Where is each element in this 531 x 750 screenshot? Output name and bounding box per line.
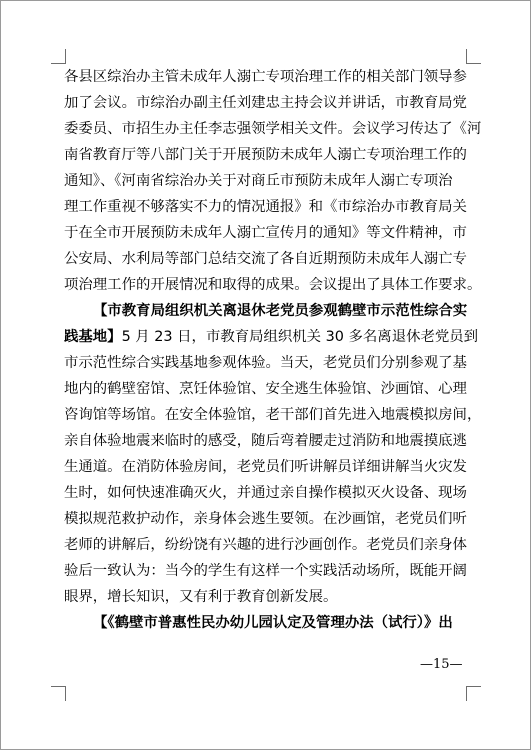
body-text: 项治理工作的开展情况和取得的成果。会议提出了具体工作要求。 <box>64 277 482 293</box>
text-line <box>64 64 470 90</box>
body-text: 地内的鹤壁窑馆、烹饪体验馆、安全逃生体验馆、沙画馆、心理 <box>64 381 467 397</box>
crop-mark-top-right <box>466 49 481 64</box>
body-text: 模拟规范救护动作，亲身体会逃生要领。在沙画馆，老党员们听 <box>64 511 467 527</box>
section-heading: 【市教育局组织机关离退休老党员参观鹤壁市示范性综合实 <box>93 303 468 319</box>
text-line <box>64 532 470 558</box>
text-line <box>64 480 470 506</box>
text-line <box>64 246 470 272</box>
body-text: 生通道。在消防体验房间，老党员们听讲解员详细讲解当火灾发 <box>64 459 467 475</box>
text-line <box>64 298 470 324</box>
body-text: 5 月 23 日，市教育局组织机关 30 多名离退休老党员到 <box>121 329 479 345</box>
text-line <box>64 90 470 116</box>
crop-mark-top-left <box>51 49 66 64</box>
text-line <box>64 428 470 454</box>
text-line <box>64 454 470 480</box>
text-line <box>64 168 470 194</box>
section-heading: 【《鹤壁市普惠性民办幼儿园认定及管理办法（试行）》出 <box>93 615 453 631</box>
text-line <box>64 272 482 298</box>
body-text: 咨询馆等场馆。在安全体验馆，老干部们首先进入地震模拟房间， <box>64 407 482 423</box>
body-text: 老师的讲解后，纷纷饶有兴趣的进行沙画创作。老党员们亲身体 <box>64 537 467 553</box>
text-line <box>64 376 470 402</box>
text-line <box>64 506 470 532</box>
body-text: 于在全市开展预防未成年人溺亡宣传月的通知》等文件精神，市 <box>64 225 467 241</box>
body-text: 市示范性综合实践基地参观体验。当天，老党员们分别参观了基 <box>64 355 467 371</box>
body-text: 验后一致认为：当今的学生有这样一个实践活动场所，既能开阔 <box>64 563 467 579</box>
text-line <box>64 584 470 610</box>
text-line <box>64 194 470 220</box>
crop-mark-bottom-left <box>51 686 66 701</box>
body-text: 加了会议。市综治办副主任刘建忠主持会议并讲话，市教育局党 <box>64 95 467 111</box>
document-body <box>64 64 482 636</box>
text-line <box>64 610 470 636</box>
text-line <box>64 324 479 350</box>
body-text: 公安局、水利局等部门总结交流了各自近期预防未成年人溺亡专 <box>64 251 467 267</box>
text-line <box>64 220 470 246</box>
body-text: 理工作重视不够落实不力的情况通报》和《市综治办市教育局关 <box>64 199 467 215</box>
body-text: 亲自体验地震来临时的感受，随后弯着腰走过消防和地震摸底逃 <box>64 433 467 449</box>
section-heading: 践基地】 <box>64 329 122 345</box>
text-line <box>64 142 470 168</box>
body-text: 眼界，增长知识，又有利于教育创新发展。 <box>64 589 338 605</box>
text-line <box>64 558 470 584</box>
body-text: 南省教育厅等八部门关于开展预防未成年人溺亡专项治理工作的 <box>64 147 467 163</box>
body-text: 各县区综治办主管未成年人溺亡专项治理工作的相关部门领导参 <box>64 69 467 85</box>
text-line <box>64 402 482 428</box>
page-number: —15— <box>420 657 463 672</box>
text-line <box>64 116 482 142</box>
text-line <box>64 350 470 376</box>
body-text: 生时，如何快速准确灭火，并通过亲自操作模拟灭火设备、现场 <box>64 485 467 501</box>
body-text: 委委员、市招生办主任李志强领学相关文件。会议学习传达了《河 <box>64 121 482 137</box>
crop-mark-bottom-right <box>466 686 481 701</box>
body-text: 通知》、《河南省综治办关于对商丘市预防未成年人溺亡专项治 <box>64 173 453 189</box>
